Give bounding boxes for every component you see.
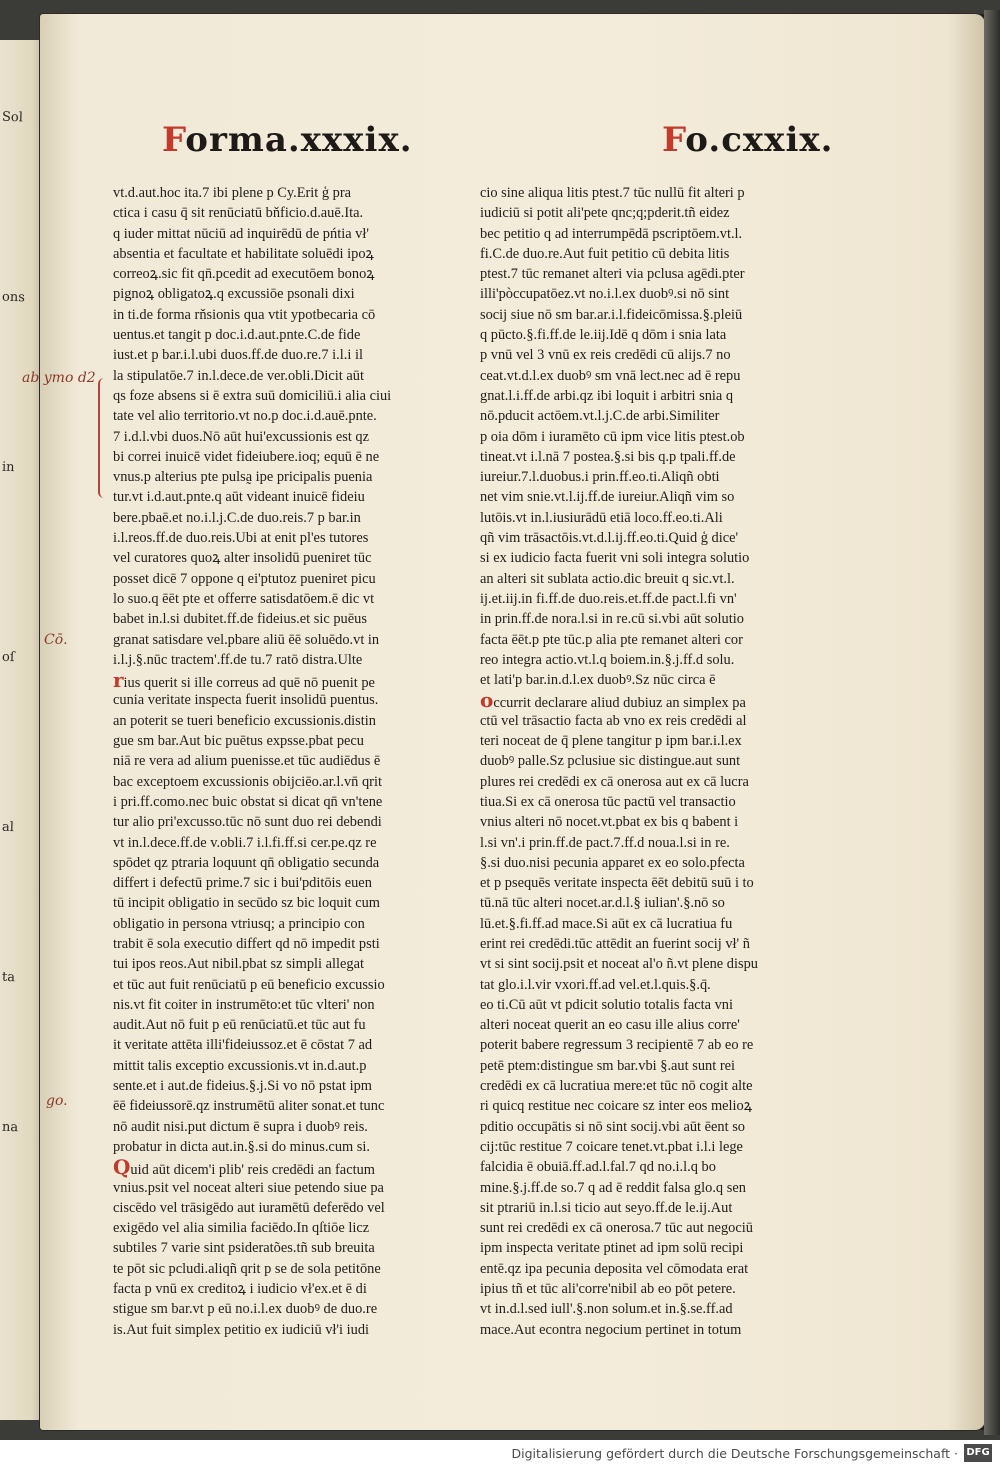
text-line: vnus.p alterius pte pulsa̰ ipe pricipalis puenia bbox=[113, 469, 373, 486]
text-line: in prin.ff.de nora.l.si in re.cū si.vbi aūt solutio bbox=[480, 611, 744, 628]
text-line: iust.et p bar.i.l.ubi duos.ff.de duo.re.7 i.l.i il bbox=[113, 347, 363, 364]
left-page-fragment: ons bbox=[1, 289, 26, 306]
text-line: gnat.l.i.ff.de arbi.qz ibi loquit i arbitri snia q bbox=[480, 387, 734, 404]
rubric-initial: Q bbox=[113, 1157, 131, 1178]
text-line: si ex iudicio facta fuerit vni soli integra solutio bbox=[480, 550, 750, 567]
text-line: §.si duo.nisi pecunia apparet ex eo solo.pfecta bbox=[480, 854, 745, 871]
text-line: la stipulatōe.7 in.l.dece.de ver.obli.Dicit aūt bbox=[113, 367, 364, 384]
text-line: in ti.de forma rňsionis qua vtit ypotbecaria cō bbox=[113, 306, 376, 323]
text-line: ri quicq restitue nec coicare sz inter eos melioꝝ bbox=[480, 1098, 753, 1115]
line-text: ius querit si ille correus ad quē nō puenit pe bbox=[123, 675, 375, 691]
text-line: it veritate attēta illi'fideiussoz.et ē cōstat 7 ad bbox=[113, 1037, 373, 1054]
margin-note: go. bbox=[46, 1093, 68, 1109]
text-line: socij siue nō sm bar.ar.i.l.fideicōmissa.§.pleiū bbox=[480, 306, 743, 323]
text-line: exigēdo vel alia similia faciēdo.In qſtiōe licz bbox=[113, 1220, 370, 1237]
text-line: correoꝝ.sic fit qn̄.pcedit ad executōem bonoꝝ bbox=[113, 266, 375, 283]
text-line: uentus.et tangit p doc.i.d.aut.pnte.C.de fide bbox=[113, 327, 361, 344]
text-line: niā re vera ad alium puenisse.et tūc audiēdus ē bbox=[113, 753, 381, 770]
text-line: obligatio in persona vtriusq; a principio con bbox=[113, 915, 365, 932]
text-line: l.si vn'.i prin.ff.de pact.7.ff.d noua.l.si in re. bbox=[480, 834, 730, 851]
text-line: vel curatores quoꝝ alter insolidū pueniret tūc bbox=[113, 550, 372, 567]
left-page-fragment: oſ bbox=[1, 649, 15, 666]
left-page-fragment: ta bbox=[1, 969, 16, 986]
text-line: pignoꝝ obligatoꝝ.q excussiōe psonali dixi bbox=[113, 286, 355, 303]
text-line: facta ēēt.p pte tūc.p alia pte remanet alteri cor bbox=[480, 631, 743, 648]
rubric-initial: o bbox=[480, 690, 494, 711]
text-line: tiua.Si ex cā onerosa tūc pactū vel transactio bbox=[480, 793, 736, 810]
text-line: lo suo.q ēēt pte et offerre satisdatōem.ē dic vt bbox=[113, 590, 375, 607]
header-text: o.cxxix. bbox=[685, 120, 834, 160]
text-line: petē ptem:distingue sm bar.vbi §.aut sunt rei bbox=[480, 1057, 735, 1074]
text-line: mine.§.j.ff.de so.7 q ad ē reddit falsa glo.q sen bbox=[480, 1179, 746, 1196]
text-line: te pōt sic pcludi.aliqñ qrit p se de sola petitōne bbox=[113, 1260, 381, 1277]
text-line: net vim snie.vt.l.ij.ff.de iureiur.Aliqñ vim so bbox=[480, 489, 735, 506]
text-line: fi.C.de duo.re.Aut fuit petitio cū debita litis bbox=[480, 245, 730, 262]
text-line: poterit babere regressum 3 recipientē 7 ab eo re bbox=[480, 1037, 754, 1054]
left-page-fragment: in bbox=[1, 459, 15, 476]
text-line: ctica i casu q̄ sit renūciatū bňficio.d.auē.Ita. bbox=[113, 205, 364, 222]
text-line: bac exceptoem excussionis obijciēo.ar.l.vn̄ qrit bbox=[113, 773, 382, 790]
text-line: cio sine aliqua litis ptest.7 tūc nullū fit alteri p bbox=[480, 185, 745, 201]
text-line: ēē fideiussorē.qz instrumētū aliter sonat.et tunc bbox=[113, 1098, 385, 1115]
text-line: sente.et i aut.de fideius.§.j.Si vo nō pstat ipm bbox=[113, 1078, 372, 1095]
text-line: tur alio pri'excusso.tūc nō sunt duo rei debendi bbox=[113, 814, 382, 831]
rubric-letter: F bbox=[662, 120, 686, 160]
text-line: illi'pòccupatōez.vt no.i.l.ex duobꝰ.si nō sint bbox=[480, 286, 730, 303]
text-line: vt.d.aut.hoc ita.7 ibi plene p Cy.Erit ģ pra bbox=[113, 185, 352, 201]
footer-credit: Digitalisierung gefördert durch die Deutsche Forschungsgemeinschaft · bbox=[511, 1446, 958, 1461]
text-line: granat satisdare vel.pbare aliū ēē soluēdo.vt in bbox=[113, 631, 380, 648]
rubric-letter: F bbox=[162, 120, 186, 160]
text-line: iudiciū si potit ali'pete qnc;q;pderit.tñ eidez bbox=[480, 205, 730, 222]
text-line: tat glo.i.l.vir vxori.ff.ad vel.et.l.quis.§.q̄. bbox=[480, 976, 711, 993]
left-page-fragment: na bbox=[1, 1119, 19, 1136]
text-line: bec petitio q ad interrumpēdā pscriptōem.vt.l. bbox=[480, 225, 743, 242]
text-line: eo ti.Cū aūt vt pdicit solutio totalis facta vni bbox=[480, 996, 733, 1013]
text-line: bi correi inuicē videt fideiubere.ioq; equū ē ne bbox=[113, 448, 380, 465]
text-line: p vnū vel 3 vnū ex reis credēdi cū alijs.7 no bbox=[480, 347, 731, 364]
text-line: pditio occupātis si nō sint socij.vbi aūt ēent so bbox=[480, 1118, 745, 1135]
left-page-fragment: al bbox=[1, 819, 15, 836]
text-column-left bbox=[113, 183, 471, 1340]
text-line: ipius tñ et tūc ali'corre'nibil ab eo pōt petere. bbox=[480, 1281, 736, 1298]
text-line: lū.et.§.fi.ff.ad mace.Si aūt ex cā lucratiua fu bbox=[480, 915, 733, 932]
text-line: nis.vt fit coiter in instrumēto:et tūc vlteri' non bbox=[113, 996, 375, 1013]
text-line: differt i defectū prime.7 sic i bui'pditōis euen bbox=[113, 875, 372, 892]
text-line: probatur in dicta aut.in.§.si do minus.cum si. bbox=[113, 1138, 371, 1155]
text-line: is.Aut fuit simplex petitio ex iudiciū vł'i iudi bbox=[113, 1321, 370, 1338]
text-line: vt si sint socij.psit et noceat al'o ñ.vt plene dispu bbox=[480, 956, 758, 973]
text-line: cunia veritate inspecta fuerit insolidū puentus. bbox=[113, 692, 379, 709]
text-line bbox=[113, 1157, 471, 1177]
text-line: erint rei credēdi.tūc attēdit an fuerint socij vł' ñ bbox=[480, 935, 750, 952]
text-line: entē.qz ipa pecunia deposita vel cōmodata erat bbox=[480, 1260, 749, 1277]
text-column-right bbox=[480, 183, 822, 1340]
text-line: an poterit se tueri beneficio excussionis.distin bbox=[113, 712, 376, 729]
text-line: i.l.j.§.nūc tractem'.ff.de tu.7 ratō distra.Ulte bbox=[113, 651, 363, 668]
line-text: uid aūt dicem'i plib' reis credēdi an factum bbox=[130, 1162, 375, 1178]
text-line: babet in.l.si dubitet.ff.de fideius.et sic puēus bbox=[113, 611, 367, 628]
text-line: ptest.7 tūc remanet alteri via pclusa agēdi.pter bbox=[480, 266, 745, 283]
text-line: cij:tūc restitue 7 coicare tenet.vt.pbat i.l.i lege bbox=[480, 1138, 743, 1155]
text-line: trabit ē sola executio differt qd nō impedit psti bbox=[113, 935, 380, 952]
text-line: teri noceat de q̄ plene tangitur p ipm bar.i.l.ex bbox=[480, 733, 742, 750]
text-line: nō.pducit actōem.vt.l.j.C.de arbi.Similiter bbox=[480, 408, 720, 425]
text-line: credēdi ex cā lucratiua mere:et tūc nō cogit alte bbox=[480, 1078, 753, 1095]
text-line: et tūc aut fuit renūciatū p eū beneficio excussio bbox=[113, 976, 385, 993]
folio-number bbox=[662, 120, 833, 160]
text-line: vnius.psit vel noceat alteri siue petendo siue pa bbox=[113, 1179, 384, 1196]
text-line: ij.et.iij.in fi.ff.de duo.reis.et.ff.de pact.l.fi vn' bbox=[480, 590, 737, 607]
text-line: mace.Aut econtra negocium pertinet in totum bbox=[480, 1321, 742, 1338]
text-line: bere.pbaē.et no.i.l.j.C.de duo.reis.7 p bar.in bbox=[113, 509, 361, 526]
text-line: 7 i.d.l.vbi duos.Nō aūt hui'excussionis est qz bbox=[113, 428, 370, 445]
header-text: orma.xxxix. bbox=[185, 120, 413, 160]
text-line: alteri noceat querit an eo casu ille alius corre' bbox=[480, 1017, 740, 1034]
text-line: q iuder mittat nūciū ad inquirēdū de pńtia vł' bbox=[113, 225, 369, 242]
text-line: et lati'p bar.in.d.l.ex duobꝰ.Sz nūc circa ē bbox=[480, 672, 716, 689]
text-line: tui ipos reos.Aut nibil.pbat sz simpli allegat bbox=[113, 956, 365, 973]
text-line: q pūcto.§.fi.ff.de le.iij.Idē q dōm i snia lata bbox=[480, 327, 727, 344]
rubric-initial: r bbox=[113, 670, 124, 691]
text-line: et p psequēs veritate inspecta ēēt debitū suū i to bbox=[480, 875, 754, 892]
text-line: spōdet qz ptraria loquunt qn̄ obligatio secunda bbox=[113, 854, 380, 871]
text-line: iureiur.7.l.duobus.i prin.ff.eo.ti.Aliqñ obti bbox=[480, 469, 720, 486]
text-line: facta p vnū ex creditoꝝ i iudicio vł'ex.et ē di bbox=[113, 1281, 367, 1298]
text-line: mittit talis exceptio excussionis.vt in.d.aut.p bbox=[113, 1057, 367, 1074]
text-line bbox=[480, 690, 822, 710]
running-header-left bbox=[162, 120, 413, 160]
text-line: i pri.ff.como.nec buic obstat si dicat qn̄ vn'tene bbox=[113, 793, 383, 810]
text-line: subtiles 7 varie sint psideratões.tñ sub breuita bbox=[113, 1240, 375, 1257]
text-line: tineat.vt i.l.nā 7 postea.§.si bis q.p tpali.ff.de bbox=[480, 448, 736, 465]
text-line: vt in.d.l.sed iull'.§.non solum.et in.§.se.ff.ad bbox=[480, 1301, 733, 1318]
text-line: vt in.l.dece.ff.de v.obli.7 i.l.fi.ff.si cer.pe.qz re bbox=[113, 834, 377, 851]
text-line: duobꝰ palle.Sz pclusiue sic distingue.aut sunt bbox=[480, 753, 741, 770]
text-line: sit ptrariū in.l.si ticio aut seyo.ff.de le.ij.Aut bbox=[480, 1199, 733, 1216]
left-page-fragment: Sol bbox=[1, 109, 24, 126]
text-line: vnius alteri nō nocet.vt.pbat ex bis q babent i bbox=[480, 814, 739, 831]
text-line: tur.vt i.d.aut.pnte.q aūt videant inuicē fideiu bbox=[113, 489, 365, 506]
margin-bracket bbox=[98, 378, 110, 498]
text-line: ipm inspecta veritate ptinet ad ipm solū recipi bbox=[480, 1240, 744, 1257]
text-line: nō audit nisi.put dictum ē supra i duobꝰ reis. bbox=[113, 1118, 368, 1135]
text-line: lutōis.vt in.l.iusiurādū etiā loco.ff.eo.ti.Ali bbox=[480, 509, 723, 526]
dfg-logo: DFG bbox=[964, 1444, 992, 1462]
text-line: p oia dōm i iuramēto cū ipm vice litis ptest.ob bbox=[480, 428, 745, 445]
text-line: ctū vel trāsactio facta ab vno ex reis credēdi al bbox=[480, 712, 747, 729]
text-line: ciscēdo vel trāsigēdo aut iuramētū deferēdo vel bbox=[113, 1199, 385, 1216]
line-text: ccurrit declarare aliud dubiuz an simplex pa bbox=[493, 695, 746, 711]
text-line: tū incipit obligatio in secūdo sz bic loquit cum bbox=[113, 895, 380, 912]
page-edge-shadow bbox=[984, 10, 1000, 1435]
text-line: i.l.reos.ff.de duo.reis.Ubi at enit pl'es tutores bbox=[113, 530, 369, 547]
text-line: qs foze absens si ē extra suū domiciliū.i alia ciui bbox=[113, 387, 392, 404]
text-line: falcidia ē obuiā.ff.ad.l.fal.7 qd no.i.l.q bo bbox=[480, 1159, 716, 1176]
text-line: an alteri sit sublata actio.dic breuit q sic.vt.l. bbox=[480, 570, 735, 587]
text-line: ceat.vt.d.l.ex duobꝰ sm vnā lect.nec ad ē repu bbox=[480, 367, 741, 384]
text-line: sunt rei credēdi ex cā onerosa.7 tūc aut negociū bbox=[480, 1220, 753, 1237]
text-line: stigue sm bar.vt p eū no.i.l.ex duobꝰ de duo.re bbox=[113, 1301, 378, 1318]
margin-note: ab ymo d2 bbox=[22, 370, 96, 386]
text-line: posset dicē 7 oppone q ei'ptutoz pueniret picu bbox=[113, 570, 376, 587]
text-line: tū.nā tūc alteri nocet.ar.d.l.§ iulian'.§.nō so bbox=[480, 895, 725, 912]
text-line: audit.Aut nō fuit p eū renūciatū.et tūc aut fu bbox=[113, 1017, 366, 1034]
text-line: gue sm bar.Aut bic puētus expsse.pbat pecu bbox=[113, 733, 364, 750]
text-line: reo integra actio.vt.l.q boiem.in.§.j.ff.d solu. bbox=[480, 651, 735, 668]
text-line: qñ vim trāsactōis.vt.d.l.ij.ff.eo.ti.Quid ģ dice' bbox=[480, 530, 739, 547]
text-line: absentia et facultate et habilitate soluēdi ipoꝝ bbox=[113, 245, 374, 262]
text-line: tate vel alio territorio.vt no.p doc.i.d.auē.pnte. bbox=[113, 408, 377, 425]
margin-note: Cō. bbox=[44, 632, 68, 648]
text-line bbox=[113, 670, 471, 690]
text-line: plures rei credēdi ex cā onerosa aut ex cā lucra bbox=[480, 773, 749, 790]
